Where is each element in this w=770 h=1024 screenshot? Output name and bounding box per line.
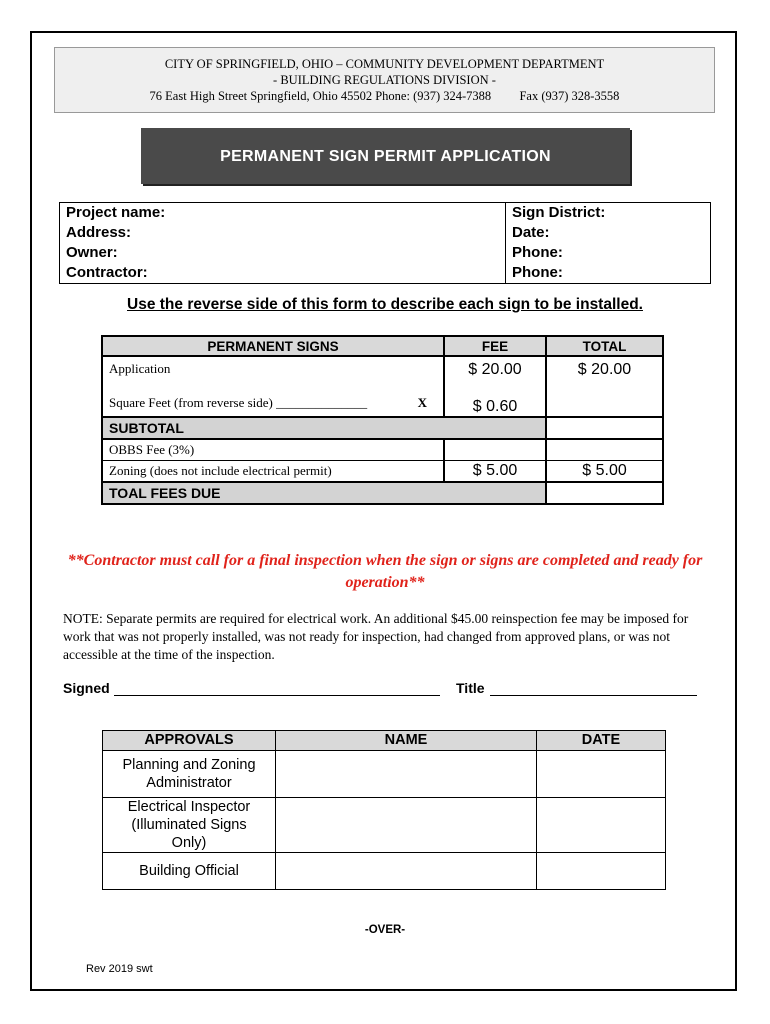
project-name-field[interactable]: Project name: [60, 203, 506, 224]
application-label [102, 356, 444, 417]
title-line[interactable] [490, 679, 697, 696]
approval-electrical-inspector: Electrical Inspector (Illuminated Signs Only) [103, 798, 276, 853]
signed-label: Signed [63, 680, 110, 696]
square-feet-label[interactable]: Square Feet (from reverse side) ______________ [109, 395, 368, 410]
electrical-permit-note: NOTE: Separate permits are required for electrical work. An additional $45.00 reinspection fee may be imposed for work that was not properly installed, was not ready for inspection, had changed from approved plans, or was not accessible at the time of the inspection. [63, 611, 689, 662]
header-line-2: - BUILDING REGULATIONS DIVISION - [273, 73, 496, 87]
fee-header-signs: PERMANENT SIGNS [102, 336, 444, 356]
date-header: DATE [537, 731, 666, 751]
signed-row [63, 679, 440, 696]
approval-planning-zoning-date[interactable] [537, 751, 666, 798]
zoning-fee: $ 5.00 [444, 461, 546, 483]
header-fax: Fax (937) 328-3558 [519, 89, 620, 103]
approvals-table [102, 730, 666, 890]
application-total: $ 20.00 [546, 356, 663, 417]
signature-line[interactable] [114, 679, 440, 696]
approval-building-official-name[interactable] [276, 853, 537, 890]
multiply-x: X [417, 395, 427, 410]
zoning-total: $ 5.00 [546, 461, 663, 483]
header-address [55, 88, 714, 104]
obbs-fee-value[interactable] [444, 439, 546, 461]
address-field[interactable]: Address: [60, 223, 506, 243]
fee-table [101, 335, 664, 505]
form-title: PERMANENT SIGN PERMIT APPLICATION [141, 128, 630, 184]
header-line-1: CITY OF SPRINGFIELD, OHIO – COMMUNITY DEVELOPMENT DEPARTMENT [164, 57, 605, 71]
owner-field[interactable]: Owner: [60, 243, 506, 263]
square-feet-fee: $ 0.60 [472, 398, 518, 415]
title-row [456, 679, 697, 696]
final-inspection-notice: **Contractor must call for a final inspection when the sign or signs are completed and ready for operation** [67, 552, 703, 591]
contractor-field[interactable]: Contractor: [60, 263, 506, 284]
name-header: NAME [276, 731, 537, 751]
square-feet-row [109, 395, 437, 411]
subtotal-value[interactable] [546, 417, 663, 439]
project-info-table [59, 202, 711, 284]
revision-label: Rev 2019 swt [86, 963, 153, 975]
total-fees-due-label: TOAL FEES DUE [102, 482, 546, 504]
header-address-text: 76 East High Street Springfield, Ohio 45502 Phone: (937) 324-7388 [149, 89, 492, 103]
subtotal-label: SUBTOTAL [102, 417, 546, 439]
fee-header-fee: FEE [444, 336, 546, 356]
approval-electrical-inspector-name[interactable] [276, 798, 537, 853]
zoning-fee-label: Zoning (does not include electrical permit) [102, 461, 444, 483]
approval-planning-zoning-name[interactable] [276, 751, 537, 798]
title-label: Title [456, 680, 485, 696]
application-fee: $ 20.00 [468, 361, 522, 378]
over-marker: -OVER- [364, 924, 406, 936]
reverse-side-instruction: Use the reverse side of this form to describe each sign to be installed. [127, 296, 643, 313]
contractor-phone-field[interactable]: Phone: [506, 263, 711, 284]
date-field[interactable]: Date: [506, 223, 711, 243]
approval-building-official: Building Official [103, 853, 276, 890]
approval-building-official-date[interactable] [537, 853, 666, 890]
sign-district-field[interactable]: Sign District: [506, 203, 711, 224]
obbs-fee-total[interactable] [546, 439, 663, 461]
application-fee-cell [444, 356, 546, 417]
department-header [54, 47, 715, 113]
approvals-header: APPROVALS [103, 731, 276, 751]
approval-planning-zoning: Planning and Zoning Administrator [103, 751, 276, 798]
fee-header-total: TOTAL [546, 336, 663, 356]
obbs-fee-label: OBBS Fee (3%) [102, 439, 444, 461]
application-label-text: Application [109, 361, 171, 376]
owner-phone-field[interactable]: Phone: [506, 243, 711, 263]
approval-electrical-inspector-date[interactable] [537, 798, 666, 853]
total-fees-due-value[interactable] [546, 482, 663, 504]
